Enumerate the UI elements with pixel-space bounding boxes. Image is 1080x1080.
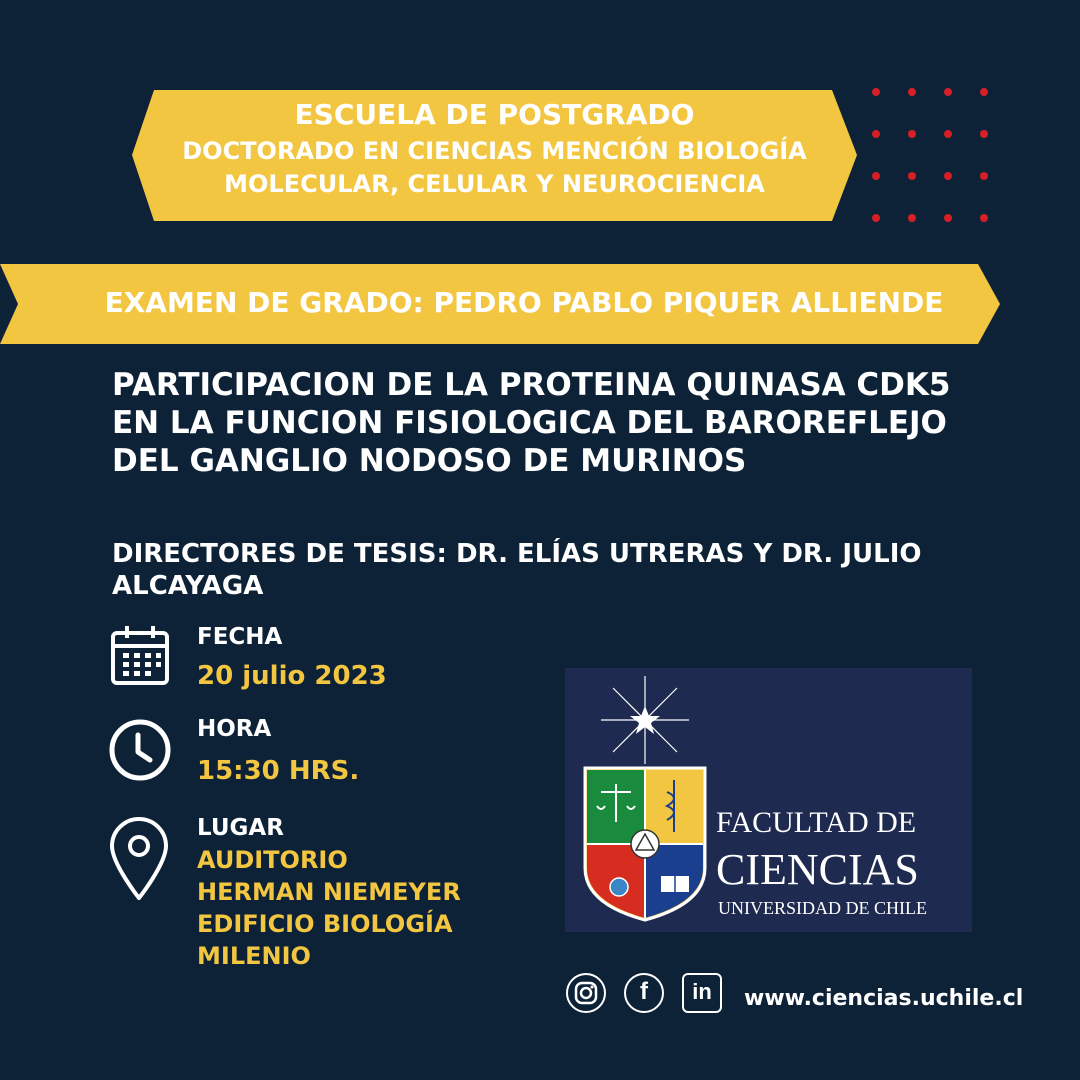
decorative-dot	[980, 214, 988, 222]
decorative-dot	[944, 172, 952, 180]
decorative-dot	[944, 130, 952, 138]
linkedin-glyph: in	[692, 979, 712, 1004]
decorative-dot	[944, 214, 952, 222]
thesis-title-line2: EN LA FUNCION FISIOLOGICA DEL BAROREFLEJO	[112, 405, 947, 441]
decorative-dot	[908, 88, 916, 96]
decorative-dot	[872, 172, 880, 180]
decorative-dot	[908, 214, 916, 222]
calendar-icon	[110, 624, 170, 686]
facebook-icon[interactable]	[624, 973, 664, 1013]
program-banner	[132, 90, 857, 221]
website-link[interactable]: www.ciencias.uchile.cl	[744, 986, 1024, 1011]
thesis-title-line1: PARTICIPACION DE LA PROTEINA QUINASA CDK5	[112, 367, 951, 403]
thesis-title	[112, 366, 1012, 480]
location-pin-icon	[108, 816, 170, 902]
venue-line: HERMAN NIEMEYER	[197, 878, 461, 906]
program-name-line1: DOCTORADO EN CIENCIAS MENCIÓN BIOLOGÍA	[182, 137, 807, 165]
venue-line: MILENIO	[197, 942, 311, 970]
date-value: 20 julio 2023	[197, 661, 387, 691]
exam-title: EXAMEN DE GRADO: PEDRO PABLO PIQUER ALLIENDE	[104, 286, 944, 319]
instagram-icon[interactable]	[566, 973, 606, 1013]
place-label: LUGAR	[197, 815, 284, 841]
program-name-line2: MOLECULAR, CELULAR Y NEUROCIENCIA	[224, 170, 765, 198]
venue	[197, 844, 461, 972]
venue-line: AUDITORIO	[197, 846, 348, 874]
exam-banner	[0, 264, 1000, 344]
time-label: HORA	[197, 716, 272, 742]
decorative-dot	[908, 130, 916, 138]
date-label: FECHA	[197, 624, 283, 650]
decorative-dots	[866, 84, 996, 224]
decorative-dot	[872, 214, 880, 222]
logo-sciences: CIENCIAS	[716, 845, 919, 894]
decorative-dot	[944, 88, 952, 96]
time-value: 15:30 HRS.	[197, 756, 360, 786]
decorative-dot	[980, 172, 988, 180]
logo-faculty-of: FACULTAD DE	[716, 806, 917, 839]
clock-icon	[108, 718, 172, 782]
decorative-dot	[980, 88, 988, 96]
decorative-dot	[980, 130, 988, 138]
facebook-glyph: f	[640, 978, 648, 1005]
thesis-directors: DIRECTORES DE TESIS: DR. ELÍAS UTRERAS Y DR. JULIO ALCAYAGA	[112, 539, 922, 601]
linkedin-icon[interactable]	[682, 973, 722, 1013]
school-name: ESCUELA DE POSTGRADO	[294, 98, 695, 131]
decorative-dot	[908, 172, 916, 180]
decorative-dot	[872, 130, 880, 138]
decorative-dot	[872, 88, 880, 96]
logo-university: UNIVERSIDAD DE CHILE	[718, 898, 927, 918]
university-crest-icon	[575, 672, 715, 927]
venue-line: EDIFICIO BIOLOGÍA	[197, 910, 453, 938]
thesis-title-line3: DEL GANGLIO NODOSO DE MURINOS	[112, 443, 747, 479]
